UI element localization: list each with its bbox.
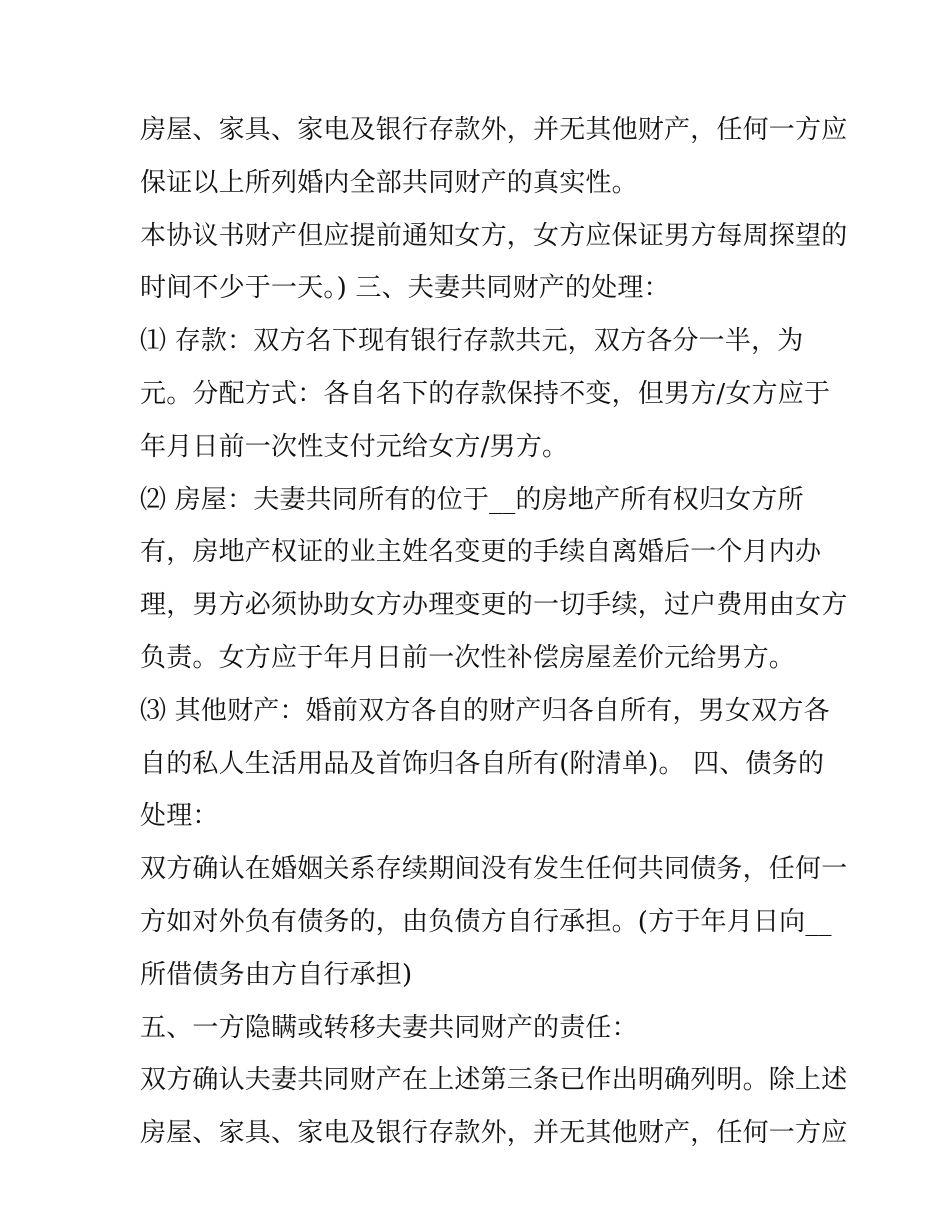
text-line: 自的私人生活用品及首饰归各自所有(附清单)。 四、债务的 xyxy=(140,748,825,779)
text-line: ⑵ 房屋：夫妻共同所有的位于__的房地产所有权归女方所 xyxy=(140,484,804,515)
text-line: 所借债务由方自行承担) xyxy=(140,959,413,990)
text-line: ⑶ 其他财产：婚前双方各自的财产归各自所有，男女双方各 xyxy=(140,695,830,726)
text-line: 年月日前一次性支付元给女方/男方。 xyxy=(140,431,569,462)
document-body xyxy=(140,104,848,1160)
text-line: 方如对外负有债务的，由负债方自行承担。(方于年月日向__ xyxy=(140,906,832,937)
text-line: 时间不少于一天。) 三、夫妻共同财产的处理： xyxy=(140,273,670,304)
text-line: 负责。女方应于年月日前一次性补偿房屋差价元给男方。 xyxy=(140,642,796,673)
text-line: 本协议书财产但应提前通知女方，女方应保证男方每周探望的 xyxy=(140,220,848,251)
text-line: 双方确认夫妻共同财产在上述第三条已作出明确列明。除上述 xyxy=(140,1065,848,1096)
text-line: ⑴ 存款：双方名下现有银行存款共元，双方各分一半，为 xyxy=(140,326,804,357)
text-line: 有，房地产权证的业主姓名变更的手续自离婚后一个月内办 xyxy=(140,537,822,568)
text-line: 理，男方必须协助女方办理变更的一切手续，过户费用由女方 xyxy=(140,590,848,621)
text-line: 双方确认在婚姻关系存续期间没有发生任何共同债务，任何一 xyxy=(140,854,848,885)
text-line: 房屋、家具、家电及银行存款外，并无其他财产，任何一方应 xyxy=(140,115,848,145)
text-line: 保证以上所列婚内全部共同财产的真实性。 xyxy=(140,167,638,198)
text-line: 元。分配方式：各自名下的存款保持不变，但男方/女方应于 xyxy=(140,378,831,409)
section-heading: 五、一方隐瞒或转移夫妻共同财产的责任： xyxy=(140,1012,638,1043)
text-line: 处理： xyxy=(140,801,219,832)
text-line: 房屋、家具、家电及银行存款外，并无其他财产，任何一方应 xyxy=(140,1118,848,1149)
